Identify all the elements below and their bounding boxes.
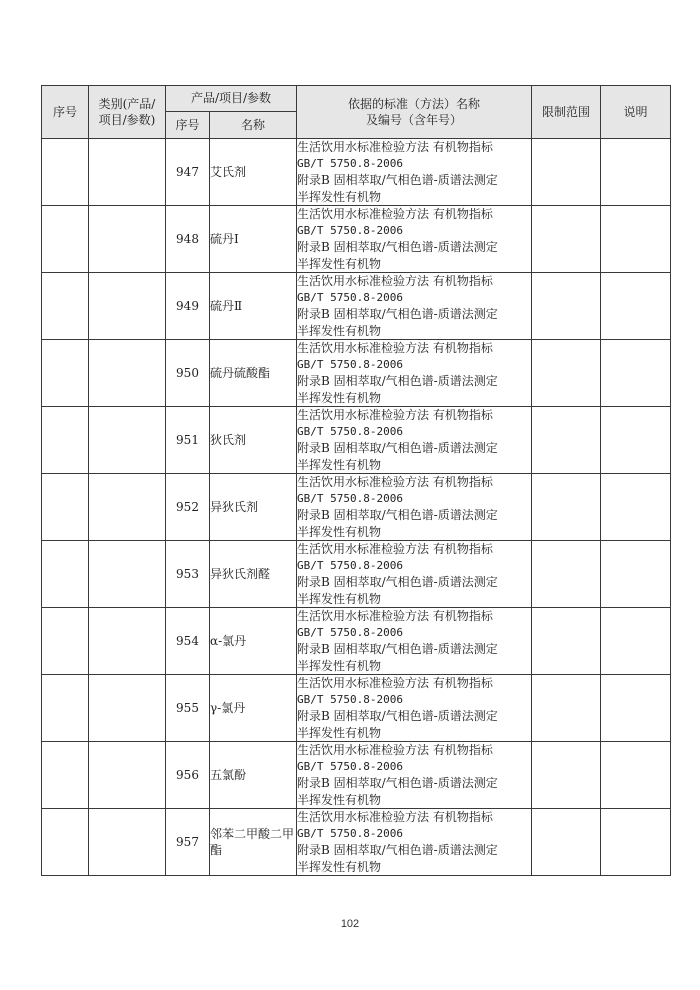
cell-product-name: 艾氏剂 <box>210 139 297 206</box>
standard-line: 生活饮用水标准检验方法 有机物指标 <box>297 207 493 221</box>
standard-line: 附录B 固相萃取/气相色谱-质谱法测定 <box>297 173 498 187</box>
table-row <box>42 809 671 876</box>
cell-category <box>89 675 166 742</box>
cell-product-seq: 953 <box>166 541 210 608</box>
cell-limit <box>532 340 601 407</box>
cell-product-seq: 948 <box>166 206 210 273</box>
standard-line: GB/T 5750.8-2006 <box>297 156 403 170</box>
standard-line: 半挥发性有机物 <box>297 256 382 271</box>
cell-product-name: 邻苯二甲酸二甲酯 <box>210 809 297 876</box>
cell-product-name: 异狄氏剂醛 <box>210 541 297 608</box>
cell-note <box>601 608 671 675</box>
standard-line: GB/T 5750.8-2006 <box>297 826 403 840</box>
cell-product-name: 狄氏剂 <box>210 407 297 474</box>
cell-product-seq: 950 <box>166 340 210 407</box>
standard-line: 生活饮用水标准检验方法 有机物指标 <box>297 475 493 489</box>
table-row <box>42 407 671 474</box>
cell-limit <box>532 206 601 273</box>
table-row <box>42 206 671 273</box>
cell-seq <box>42 541 89 608</box>
cell-standard <box>297 474 532 541</box>
standard-line: 生活饮用水标准检验方法 有机物指标 <box>297 676 493 690</box>
standard-line: GB/T 5750.8-2006 <box>297 424 403 438</box>
cell-seq <box>42 742 89 809</box>
cell-note <box>601 474 671 541</box>
cell-seq <box>42 340 89 407</box>
standard-line: 附录B 固相萃取/气相色谱-质谱法测定 <box>297 575 498 589</box>
cell-standard <box>297 340 532 407</box>
cell-standard <box>297 541 532 608</box>
cell-limit <box>532 809 601 876</box>
header-limit: 限制范围 <box>532 86 601 139</box>
cell-standard <box>297 273 532 340</box>
cell-category <box>89 608 166 675</box>
cell-product-seq: 951 <box>166 407 210 474</box>
standards-table <box>41 85 671 876</box>
cell-product-name: 五氯酚 <box>210 742 297 809</box>
cell-note <box>601 675 671 742</box>
cell-category <box>89 407 166 474</box>
header-product-seq: 序号 <box>166 112 210 139</box>
header-note: 说明 <box>601 86 671 139</box>
cell-seq <box>42 139 89 206</box>
cell-note <box>601 742 671 809</box>
standard-line: 半挥发性有机物 <box>297 189 382 204</box>
cell-seq <box>42 675 89 742</box>
standard-line: 附录B 固相萃取/气相色谱-质谱法测定 <box>297 843 498 857</box>
cell-note <box>601 809 671 876</box>
cell-note <box>601 273 671 340</box>
standard-line: 半挥发性有机物 <box>297 859 382 874</box>
cell-limit <box>532 675 601 742</box>
cell-product-name: 硫丹Ⅰ <box>210 206 297 273</box>
cell-product-seq: 947 <box>166 139 210 206</box>
cell-note <box>601 340 671 407</box>
cell-standard <box>297 407 532 474</box>
table-row <box>42 139 671 206</box>
cell-limit <box>532 474 601 541</box>
standard-line: 半挥发性有机物 <box>297 792 382 807</box>
cell-limit <box>532 608 601 675</box>
cell-product-seq: 949 <box>166 273 210 340</box>
standard-line: GB/T 5750.8-2006 <box>297 491 403 505</box>
standard-line: 生活饮用水标准检验方法 有机物指标 <box>297 140 493 154</box>
cell-seq <box>42 407 89 474</box>
cell-note <box>601 139 671 206</box>
standard-line: 半挥发性有机物 <box>297 390 382 405</box>
table-body <box>42 139 671 876</box>
cell-limit <box>532 742 601 809</box>
cell-category <box>89 742 166 809</box>
header-standard-line2: 及编号（含年号） <box>365 113 462 127</box>
cell-standard <box>297 742 532 809</box>
standard-line: 半挥发性有机物 <box>297 323 382 338</box>
cell-seq <box>42 474 89 541</box>
table-row <box>42 742 671 809</box>
cell-category <box>89 340 166 407</box>
cell-limit <box>532 407 601 474</box>
cell-category <box>89 474 166 541</box>
standard-line: 半挥发性有机物 <box>297 457 382 472</box>
cell-product-seq: 955 <box>166 675 210 742</box>
standard-line: GB/T 5750.8-2006 <box>297 625 403 639</box>
header-category-line1: 类别(产品/ <box>98 96 156 111</box>
header-category <box>89 86 166 139</box>
standard-line: 生活饮用水标准检验方法 有机物指标 <box>297 341 493 355</box>
table-row <box>42 474 671 541</box>
standard-line: 半挥发性有机物 <box>297 524 382 539</box>
cell-product-name: γ-氯丹 <box>210 675 297 742</box>
standard-line: GB/T 5750.8-2006 <box>297 759 403 773</box>
cell-product-seq: 957 <box>166 809 210 876</box>
cell-product-name: α-氯丹 <box>210 608 297 675</box>
standard-line: 附录B 固相萃取/气相色谱-质谱法测定 <box>297 508 498 522</box>
cell-standard <box>297 809 532 876</box>
standard-line: 附录B 固相萃取/气相色谱-质谱法测定 <box>297 642 498 656</box>
cell-category <box>89 206 166 273</box>
cell-product-seq: 956 <box>166 742 210 809</box>
standard-line: 生活饮用水标准检验方法 有机物指标 <box>297 274 493 288</box>
cell-category <box>89 541 166 608</box>
standard-line: 半挥发性有机物 <box>297 591 382 606</box>
standard-line: 生活饮用水标准检验方法 有机物指标 <box>297 810 493 824</box>
standard-line: 附录B 固相萃取/气相色谱-质谱法测定 <box>297 240 498 254</box>
cell-product-name: 硫丹Ⅱ <box>210 273 297 340</box>
cell-product-seq: 954 <box>166 608 210 675</box>
table-header <box>42 86 671 139</box>
table-row <box>42 675 671 742</box>
standard-line: GB/T 5750.8-2006 <box>297 357 403 371</box>
standard-line: 附录B 固相萃取/气相色谱-质谱法测定 <box>297 776 498 790</box>
header-category-line2: 项目/参数) <box>98 113 156 127</box>
cell-seq <box>42 809 89 876</box>
cell-limit <box>532 273 601 340</box>
cell-product-name: 异狄氏剂 <box>210 474 297 541</box>
cell-seq <box>42 273 89 340</box>
page-number: 102 <box>340 918 360 930</box>
standard-line: 生活饮用水标准检验方法 有机物指标 <box>297 743 493 757</box>
cell-product-name: 硫丹硫酸酯 <box>210 340 297 407</box>
cell-limit <box>532 541 601 608</box>
table-row <box>42 273 671 340</box>
table-row <box>42 340 671 407</box>
table-row <box>42 608 671 675</box>
cell-standard <box>297 206 532 273</box>
cell-limit <box>532 139 601 206</box>
standard-line: GB/T 5750.8-2006 <box>297 290 403 304</box>
cell-product-seq: 952 <box>166 474 210 541</box>
standard-line: GB/T 5750.8-2006 <box>297 223 403 237</box>
standard-line: 附录B 固相萃取/气相色谱-质谱法测定 <box>297 441 498 455</box>
standard-line: 生活饮用水标准检验方法 有机物指标 <box>297 542 493 556</box>
standard-line: 附录B 固相萃取/气相色谱-质谱法测定 <box>297 374 498 388</box>
cell-category <box>89 809 166 876</box>
cell-seq <box>42 608 89 675</box>
cell-category <box>89 139 166 206</box>
cell-standard <box>297 608 532 675</box>
cell-note <box>601 407 671 474</box>
table-row <box>42 541 671 608</box>
cell-standard <box>297 675 532 742</box>
header-product-group: 产品/项目/参数 <box>166 86 297 112</box>
standard-line: GB/T 5750.8-2006 <box>297 692 403 706</box>
standard-line: GB/T 5750.8-2006 <box>297 558 403 572</box>
header-standard-line1: 依据的标准（方法）名称 <box>347 96 480 111</box>
cell-note <box>601 206 671 273</box>
standard-line: 附录B 固相萃取/气相色谱-质谱法测定 <box>297 307 498 321</box>
cell-note <box>601 541 671 608</box>
standard-line: 生活饮用水标准检验方法 有机物指标 <box>297 609 493 623</box>
standard-line: 生活饮用水标准检验方法 有机物指标 <box>297 408 493 422</box>
standard-line: 半挥发性有机物 <box>297 725 382 740</box>
cell-standard <box>297 139 532 206</box>
header-standard <box>297 86 532 139</box>
standard-line: 附录B 固相萃取/气相色谱-质谱法测定 <box>297 709 498 723</box>
cell-category <box>89 273 166 340</box>
header-seq: 序号 <box>42 86 89 139</box>
cell-seq <box>42 206 89 273</box>
standard-line: 半挥发性有机物 <box>297 658 382 673</box>
header-product-name: 名称 <box>210 112 297 139</box>
